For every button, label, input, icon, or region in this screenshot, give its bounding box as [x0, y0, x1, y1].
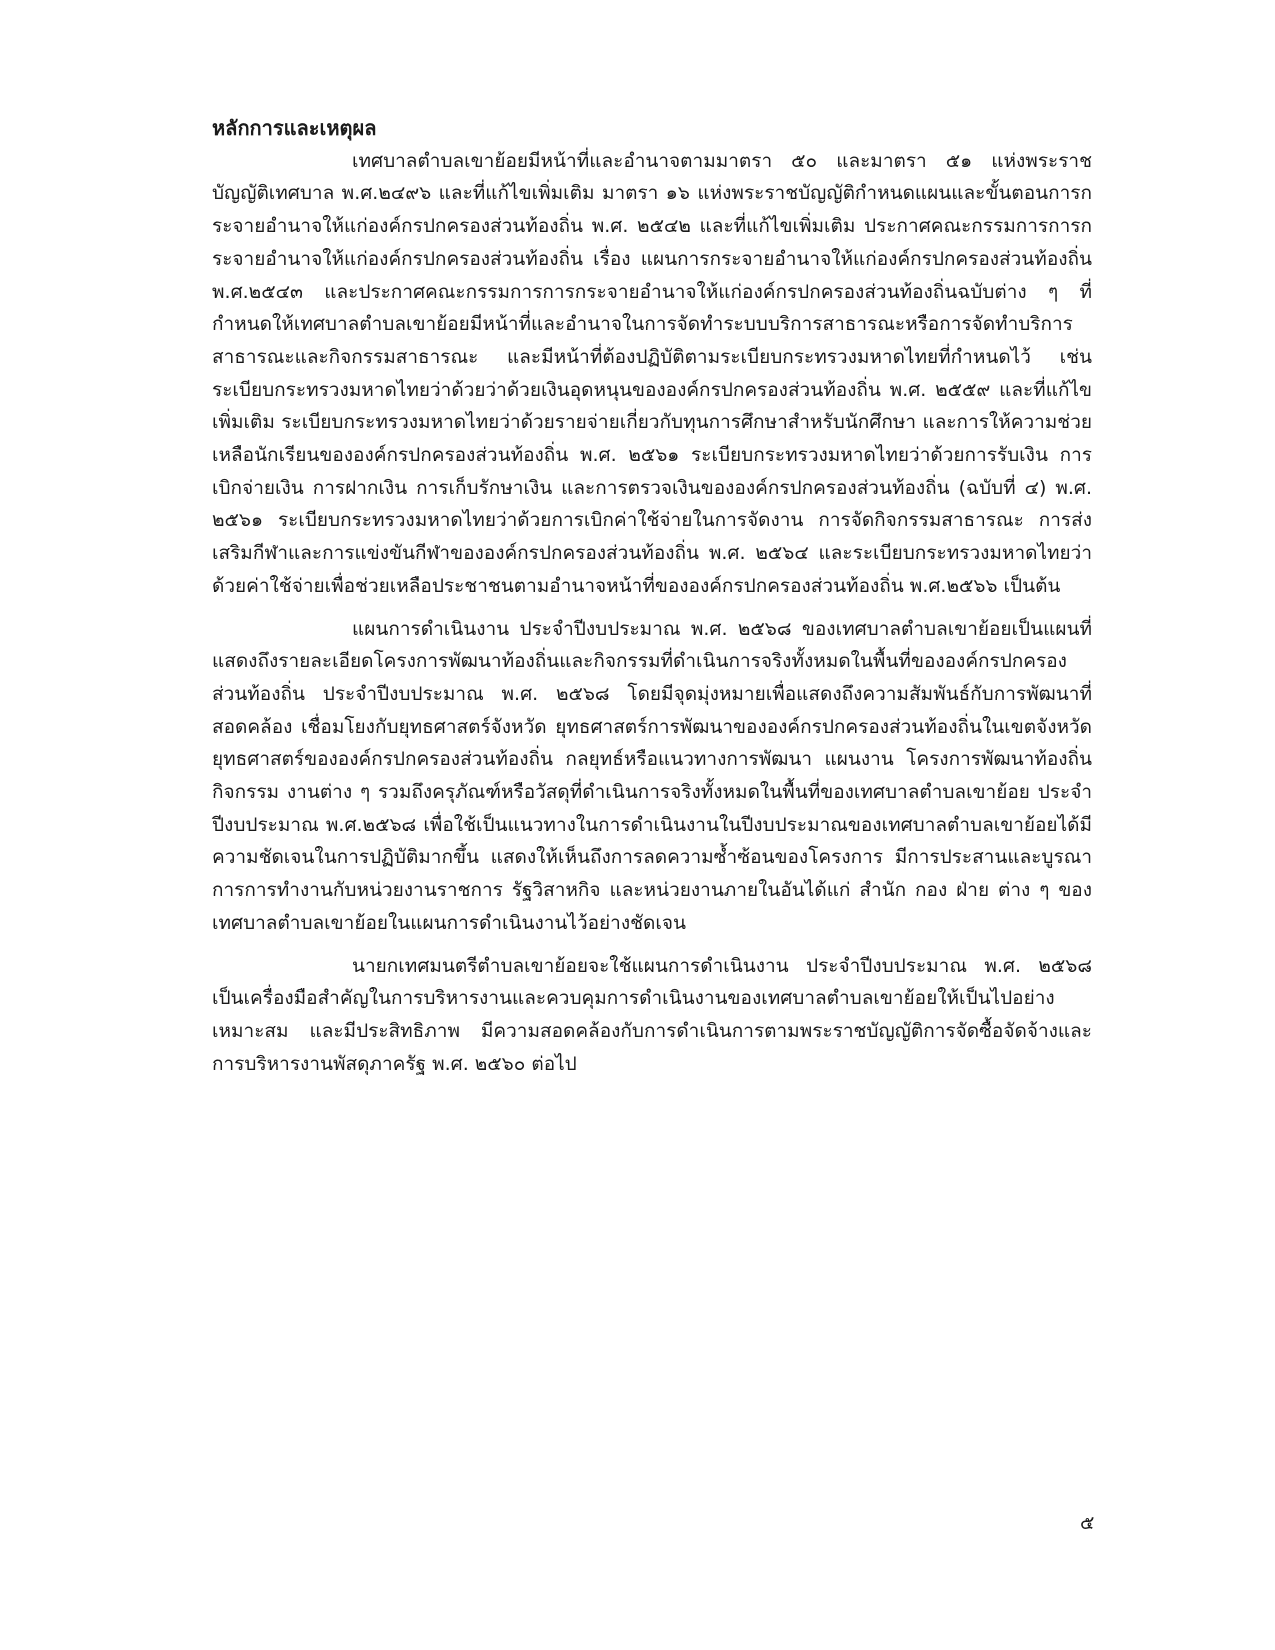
document-body [212, 112, 1092, 1080]
paragraph-plan-usage: นายกเทศมนตรีตำบลเขาย้อยจะใช้แผนการดำเนินงาน ประจำปีงบประมาณ พ.ศ. ๒๕๖๘ เป็นเครื่องมือสำคัญในการบริหารงานและควบคุมการดำเนินงานของเทศบาลตำบลเขาย้อยให้เป็นไปอย่างเหมาะสม และมีประสิทธิภาพ มีความสอดคล้องกับการดำเนินการตามพระราชบัญญัติการจัดซื้อจัดจ้างและการบริหารงานพัสดุภาครัฐ พ.ศ. ๒๕๖๐ ต่อไป [212, 954, 1092, 1075]
page-number: ๕ [1080, 1512, 1095, 1534]
paragraph-plan-description: แผนการดำเนินงาน ประจำปีงบประมาณ พ.ศ. ๒๕๖๘ ของเทศบาลตำบลเขาย้อยเป็นแผนที่แสดงถึงรายละเอียดโครงการพัฒนาท้องถิ่นและกิจกรรมที่ดำเนินการจริงทั้งหมดในพื้นที่ขององค์กรปกครองส่วนท้องถิ่น ประจำปีงบประมาณ พ.ศ. ๒๕๖๘ โดยมีจุดมุ่งหมายเพื่อแสดงถึงความสัมพันธ์กับการพัฒนาที่สอดคล้อง เชื่อมโยงกับยุทธศาสตร์จังหวัด ยุทธศาสตร์การพัฒนาขององค์กรปกครองส่วนท้องถิ่นในเขตจังหวัด ยุทธศาสตร์ขององค์กรปกครองส่วนท้องถิ่น กลยุทธ์หรือแนวทางการพัฒนา แผนงาน โครงการพัฒนาท้องถิ่น กิจกรรม งานต่าง ๆ รวมถึงครุภัณฑ์หรือวัสดุที่ดำเนินการจริงทั้งหมดในพื้นที่ของเทศบาลตำบลเขาย้อย ประจำปีงบประมาณ พ.ศ.๒๕๖๘ เพื่อใช้เป็นแนวทางในการดำเนินงานในปีงบประมาณของเทศบาลตำบลเขาย้อยได้มีความชัดเจนในการปฏิบัติมากขึ้น แสดงให้เห็นถึงการลดความซ้ำซ้อนของโครงการ มีการประสานและบูรณาการการทำงานกับหน่วยงานราชการ รัฐวิสาหกิจ และหน่วยงานภายในอันได้แก่ สำนัก กอง ฝ่าย ต่าง ๆ ของเทศบาลตำบลเขาย้อยในแผนการดำเนินงานไว้อย่างชัดเจน [212, 617, 1092, 934]
section-heading: หลักการและเหตุผล [212, 116, 377, 140]
paragraph-legal-basis: เทศบาลตำบลเขาย้อยมีหน้าที่และอำนาจตามมาตรา ๕๐ และมาตรา ๕๑ แห่งพระราชบัญญัติเทศบาล พ.ศ.๒๔๙๖ และที่แก้ไขเพิ่มเติม มาตรา ๑๖ แห่งพระราชบัญญัติกำหนดแผนและขั้นตอนการกระจายอำนาจให้แก่องค์กรปกครองส่วนท้องถิ่น พ.ศ. ๒๕๔๒ และที่แก้ไขเพิ่มเติม ประกาศคณะกรรมการการกระจายอำนาจให้แก่องค์กรปกครองส่วนท้องถิ่น เรื่อง แผนการกระจายอำนาจให้แก่องค์กรปกครองส่วนท้องถิ่น พ.ศ.๒๕๔๓ และประกาศคณะกรรมการการกระจายอำนาจให้แก่องค์กรปกครองส่วนท้องถิ่นฉบับต่าง ๆ ที่กำหนดให้เทศบาลตำบลเขาย้อยมีหน้าที่และอำนาจในการจัดทำระบบบริการสาธารณะหรือการจัดทำบริการสาธารณะและกิจกรรมสาธารณะ และมีหน้าที่ต้องปฏิบัติตามระเบียบกระทรวงมหาดไทยที่กำหนดไว้ เช่น ระเบียบกระทรวงมหาดไทยว่าด้วยว่าด้วยเงินอุดหนุนขององค์กรปกครองส่วนท้องถิ่น พ.ศ. ๒๕๕๙ และที่แก้ไขเพิ่มเติม ระเบียบกระทรวงมหาดไทยว่าด้วยรายจ่ายเกี่ยวกับทุนการศึกษาสำหรับนักศึกษา และการให้ความช่วยเหลือนักเรียนขององค์กรปกครองส่วนท้องถิ่น พ.ศ. ๒๕๖๑ ระเบียบกระทรวงมหาดไทยว่าด้วยการรับเงิน การเบิกจ่ายเงิน การฝากเงิน การเก็บรักษาเงิน และการตรวจเงินขององค์กรปกครองส่วนท้องถิ่น (ฉบับที่ ๔) พ.ศ. ๒๕๖๑ ระเบียบกระทรวงมหาดไทยว่าด้วยการเบิกค่าใช้จ่ายในการจัดงาน การจัดกิจกรรมสาธารณะ การส่งเสริมกีฬาและการแข่งขันกีฬาขององค์กรปกครองส่วนท้องถิ่น พ.ศ. ๒๕๖๔ และระเบียบกระทรวงมหาดไทยว่าด้วยค่าใช้จ่ายเพื่อช่วยเหลือประชาชนตามอำนาจหน้าที่ขององค์กรปกครองส่วนท้องถิ่น พ.ศ.๒๕๖๖ เป็นต้น [212, 149, 1092, 597]
